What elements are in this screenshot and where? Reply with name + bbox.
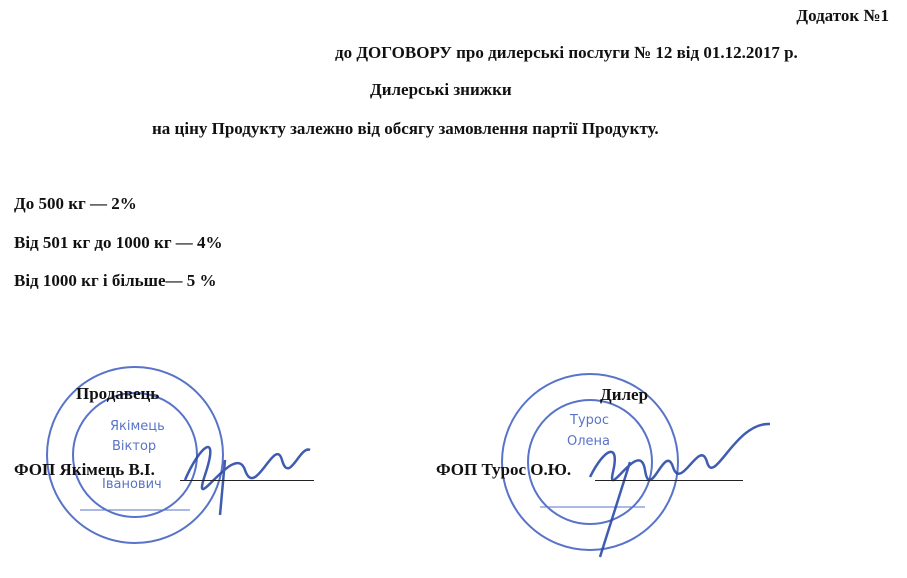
contract-reference: до ДОГОВОРУ про дилерські послуги № 12 від 01.12.2017 р. bbox=[335, 43, 798, 62]
seller-stamp bbox=[20, 350, 320, 560]
dealer-signature-line bbox=[595, 480, 743, 481]
seller-role: Продавець bbox=[76, 384, 160, 403]
seller-name: ФОП Якімець В.І. bbox=[14, 460, 155, 479]
discount-tier: До 500 кг — 2% bbox=[14, 194, 137, 213]
dealer-name: ФОП Турос О.Ю. bbox=[436, 460, 572, 479]
svg-text:Якімець: Якімець bbox=[110, 419, 165, 434]
seller-signature-line bbox=[180, 480, 314, 481]
document-title: Дилерські знижки bbox=[370, 80, 512, 99]
discount-tier: Від 1000 кг і більше— 5 % bbox=[14, 271, 217, 290]
document-subtitle: на ціну Продукту залежно від обсягу замовлення партії Продукту. bbox=[152, 119, 659, 138]
dealer-role: Дилер bbox=[600, 385, 649, 404]
svg-text:Іванович: Іванович bbox=[102, 477, 162, 492]
appendix-number: Додаток №1 bbox=[796, 6, 889, 25]
svg-text:Олена: Олена bbox=[567, 434, 611, 449]
svg-text:Віктор: Віктор bbox=[112, 439, 157, 454]
discount-tier: Від 501 кг до 1000 кг — 4% bbox=[14, 233, 223, 252]
svg-text:Турос: Турос bbox=[570, 413, 609, 428]
